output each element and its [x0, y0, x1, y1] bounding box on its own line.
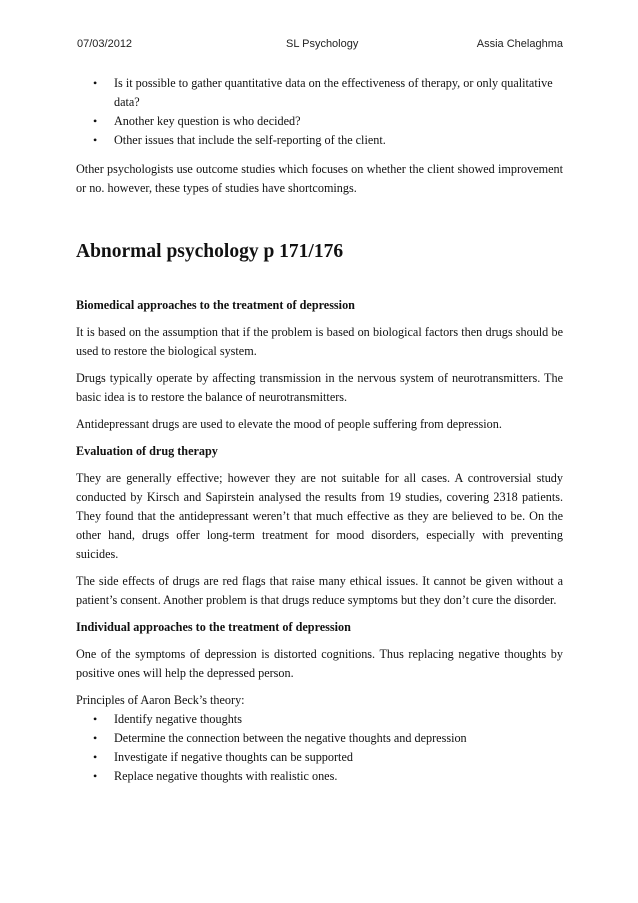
section-title: Abnormal psychology p 171/176	[76, 241, 344, 262]
bullet-icon: •	[93, 133, 98, 147]
list-item: • Investigate if negative thoughts can be supported	[76, 748, 563, 767]
header-author: Assia Chelaghma	[476, 38, 563, 50]
individual-paragraph-2: Principles of Aaron Beck’s theory:	[76, 693, 245, 707]
bullet-icon: •	[93, 114, 98, 128]
list-item: • Other issues that include the self-reporting of the client.	[76, 131, 563, 150]
beck-principles-list	[76, 710, 563, 786]
list-item: • Is it possible to gather quantitative data on the effectiveness of therapy, or only qualitative data?	[93, 76, 553, 109]
list-item: • Determine the connection between the negative thoughts and depression	[76, 729, 563, 748]
document-body	[76, 74, 563, 786]
biomedical-paragraph-1: It is based on the assumption that if the problem is based on biological factors then drugs should be used to restore the biological system.	[76, 325, 563, 358]
bullet-icon: •	[93, 750, 98, 764]
biomedical-paragraph-3: Antidepressant drugs are used to elevate the mood of people suffering from depression.	[76, 417, 502, 431]
header-date: 07/03/2012	[77, 38, 133, 50]
evaluation-paragraph-1: They are generally effective; however they are not suitable for all cases. A controversial study conducted by Kirsch and Sapirstein analysed the results from 19 studies, covering 2318 patients. They found that the antidepressant weren’t that much effective as they are believed to be. On the other hand, drugs offer long-term treatment for mood disorders, especially with preventing suicides.	[76, 471, 563, 561]
bullet-icon: •	[93, 76, 98, 90]
bullet-icon: •	[93, 769, 98, 783]
page-header	[77, 38, 563, 54]
list-item: • Replace negative thoughts with realistic ones.	[76, 767, 563, 786]
evaluation-heading: Evaluation of drug therapy	[76, 444, 218, 458]
header-course: SL Psychology	[286, 38, 359, 50]
top-bullet-list	[76, 74, 563, 150]
individual-heading: Individual approaches to the treatment of depression	[76, 620, 351, 634]
list-item: • Identify negative thoughts	[76, 710, 563, 729]
biomedical-paragraph-2: Drugs typically operate by affecting transmission in the nervous system of neurotransmitters. The basic idea is to restore the balance of neurotransmitters.	[76, 371, 563, 404]
bullet-icon: •	[93, 712, 98, 726]
evaluation-paragraph-2: The side effects of drugs are red flags that raise many ethical issues. It cannot be given without a patient’s consent. Another problem is that drugs reduce symptoms but they don’t cure the disorder.	[76, 574, 563, 607]
list-item: • Another key question is who decided?	[76, 112, 563, 131]
bullet-icon: •	[93, 731, 98, 745]
intro-paragraph: Other psychologists use outcome studies which focuses on whether the client showed improvement or no. however, these types of studies have shortcomings.	[76, 162, 563, 195]
biomedical-heading: Biomedical approaches to the treatment of depression	[76, 298, 355, 312]
individual-paragraph-1: One of the symptoms of depression is distorted cognitions. Thus replacing negative thoughts by positive ones will help the depressed person.	[76, 647, 563, 680]
